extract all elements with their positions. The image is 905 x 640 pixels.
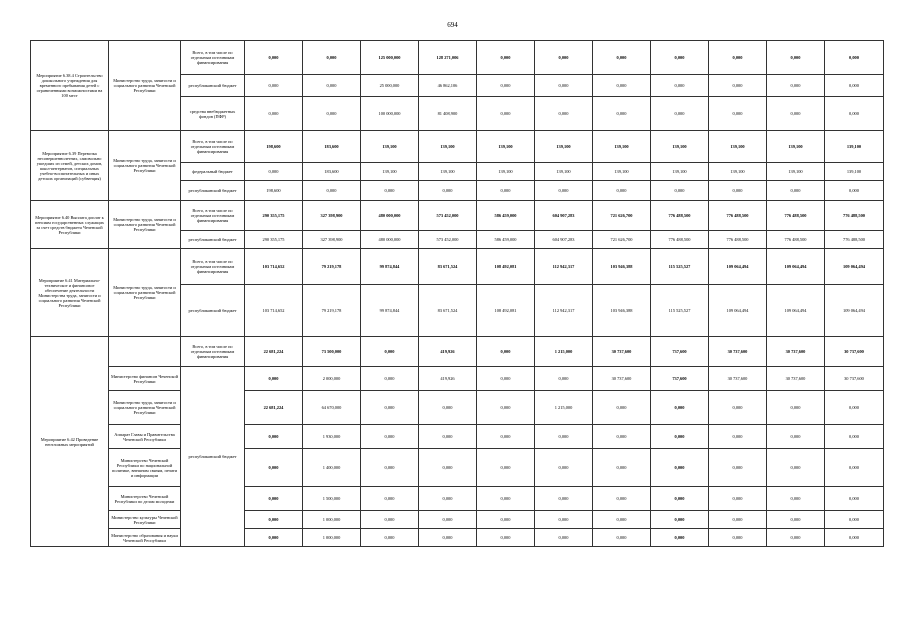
source-cell: республиканский бюджет bbox=[181, 231, 245, 249]
value-cell: 0,000 bbox=[245, 75, 303, 97]
value-cell: 139,100 bbox=[651, 163, 709, 181]
value-cell: 737,600 bbox=[651, 337, 709, 367]
value-cell: 0,000 bbox=[361, 449, 419, 487]
value-cell: 290 355,175 bbox=[245, 201, 303, 231]
value-cell: 0,000 bbox=[477, 367, 535, 391]
value-cell: 0,000 bbox=[245, 449, 303, 487]
value-cell: 0,000 bbox=[419, 449, 477, 487]
value-cell: 0,000 bbox=[419, 529, 477, 547]
executor-cell: Министерство труда, занятости и социального развития Чеченской Республики bbox=[109, 249, 181, 337]
value-cell: 419,926 bbox=[419, 367, 477, 391]
value-cell: 0,000 bbox=[535, 487, 593, 511]
value-cell: 139,100 bbox=[419, 131, 477, 163]
table-row bbox=[31, 425, 884, 449]
value-cell: 139,100 bbox=[709, 131, 767, 163]
value-cell: 115 525,527 bbox=[651, 249, 709, 285]
value-cell: 721 626,700 bbox=[593, 201, 651, 231]
value-cell: 0,000 bbox=[825, 449, 884, 487]
source-cell: республиканский бюджет bbox=[181, 285, 245, 337]
value-cell: 0,000 bbox=[419, 511, 477, 529]
executor-cell: Аппарат Главы и Правительства Чеченской Республики bbox=[109, 425, 181, 449]
value-cell: 103 714,652 bbox=[245, 249, 303, 285]
value-cell: 109 064,494 bbox=[767, 285, 825, 337]
page-number: 694 bbox=[447, 21, 458, 29]
value-cell: 139,100 bbox=[361, 163, 419, 181]
value-cell: 108 492,081 bbox=[477, 249, 535, 285]
table-row bbox=[31, 487, 884, 511]
value-cell: 0,000 bbox=[477, 425, 535, 449]
value-cell: 30 737,600 bbox=[825, 337, 884, 367]
value-cell: 0,000 bbox=[477, 337, 535, 367]
measure-cell: Мероприятие 6.39 Перевозка несовершеннолетних, самовольно ушедших из семей, детских домов, школ-интернатов, специальных учебно-воспитательных и иных детских организаций (субвенция) bbox=[31, 131, 109, 201]
value-cell: 0,000 bbox=[303, 181, 361, 201]
value-cell: 79 219,178 bbox=[303, 249, 361, 285]
value-cell: 0,000 bbox=[535, 181, 593, 201]
value-cell: 103 946,388 bbox=[593, 285, 651, 337]
value-cell: 0,000 bbox=[477, 487, 535, 511]
table-row bbox=[31, 367, 884, 391]
value-cell: 0,000 bbox=[303, 97, 361, 131]
value-cell: 0,000 bbox=[709, 511, 767, 529]
value-cell: 0,000 bbox=[477, 529, 535, 547]
value-cell: 0,000 bbox=[709, 391, 767, 425]
value-cell: 125 000,000 bbox=[361, 41, 419, 75]
value-cell: 139,100 bbox=[651, 131, 709, 163]
executor-cell: Министерство труда, занятости и социального развития Чеченской Республики bbox=[109, 131, 181, 201]
value-cell: 0,000 bbox=[593, 487, 651, 511]
value-cell: 0,000 bbox=[361, 487, 419, 511]
executor-cell bbox=[109, 337, 181, 367]
value-cell: 0,000 bbox=[651, 511, 709, 529]
value-cell: 1 930,000 bbox=[303, 425, 361, 449]
value-cell: 0,000 bbox=[477, 181, 535, 201]
value-cell: 776 488,500 bbox=[825, 201, 884, 231]
value-cell: 0,000 bbox=[709, 529, 767, 547]
value-cell: 573 452,000 bbox=[419, 201, 477, 231]
value-cell: 0,000 bbox=[651, 41, 709, 75]
value-cell: 604 907,283 bbox=[535, 231, 593, 249]
value-cell: 776 488,500 bbox=[767, 201, 825, 231]
value-cell: 327 398,900 bbox=[303, 201, 361, 231]
value-cell: 139,100 bbox=[709, 163, 767, 181]
value-cell: 0,000 bbox=[593, 425, 651, 449]
value-cell: 0,000 bbox=[825, 391, 884, 425]
value-cell: 30 737,600 bbox=[825, 367, 884, 391]
value-cell: 25 000,000 bbox=[361, 75, 419, 97]
value-cell: 0,000 bbox=[767, 391, 825, 425]
table-row bbox=[31, 41, 884, 75]
value-cell: 0,000 bbox=[535, 97, 593, 131]
value-cell: 0,000 bbox=[709, 181, 767, 201]
value-cell: 0,000 bbox=[535, 75, 593, 97]
measure-cell: Мероприятие 6.40 Выплата доплат к пенсиям государственных служащих за счет средств бюджета Чеченской Республики bbox=[31, 201, 109, 249]
value-cell: 0,000 bbox=[651, 97, 709, 131]
value-cell: 0,000 bbox=[593, 391, 651, 425]
value-cell: 83 671,524 bbox=[419, 249, 477, 285]
value-cell: 0,000 bbox=[535, 425, 593, 449]
value-cell: 0,000 bbox=[245, 529, 303, 547]
source-cell: Всего, в том числе по отдельным источникам финансирования bbox=[181, 131, 245, 163]
value-cell: 2 000,000 bbox=[303, 367, 361, 391]
value-cell: 109 064,494 bbox=[825, 285, 884, 337]
value-cell: 0,000 bbox=[361, 367, 419, 391]
value-cell: 0,000 bbox=[767, 529, 825, 547]
value-cell: 0,000 bbox=[477, 97, 535, 131]
value-cell: 0,000 bbox=[245, 425, 303, 449]
value-cell: 0,000 bbox=[767, 97, 825, 131]
value-cell: 0,000 bbox=[825, 181, 884, 201]
executor-cell: Министерство труда, занятости и социального развития Чеченской Республики bbox=[109, 41, 181, 131]
source-cell: республиканский бюджет bbox=[181, 75, 245, 97]
value-cell: 0,000 bbox=[245, 511, 303, 529]
source-cell: Всего, в том числе по отдельным источникам финансирования bbox=[181, 201, 245, 231]
table-row bbox=[31, 337, 884, 367]
table-row bbox=[31, 529, 884, 547]
value-cell: 0,000 bbox=[651, 487, 709, 511]
value-cell: 0,000 bbox=[651, 391, 709, 425]
value-cell: 79 219,178 bbox=[303, 285, 361, 337]
value-cell: 0,000 bbox=[825, 511, 884, 529]
value-cell: 0,000 bbox=[245, 97, 303, 131]
source-cell: республиканский бюджет bbox=[181, 181, 245, 201]
value-cell: 0,000 bbox=[593, 449, 651, 487]
source-cell: средства внебюджетных фондов (ПФР) bbox=[181, 97, 245, 131]
value-cell: 81 408,900 bbox=[419, 97, 477, 131]
value-cell: 0,000 bbox=[767, 75, 825, 97]
value-cell: 30 737,600 bbox=[767, 337, 825, 367]
value-cell: 0,000 bbox=[767, 487, 825, 511]
value-cell: 0,000 bbox=[767, 41, 825, 75]
value-cell: 0,000 bbox=[709, 487, 767, 511]
value-cell: 0,000 bbox=[245, 487, 303, 511]
value-cell: 0,000 bbox=[709, 449, 767, 487]
value-cell: 1 215,000 bbox=[535, 391, 593, 425]
value-cell: 139,100 bbox=[535, 163, 593, 181]
value-cell: 99 874,844 bbox=[361, 285, 419, 337]
value-cell: 0,000 bbox=[477, 449, 535, 487]
value-cell: 46 862,106 bbox=[419, 75, 477, 97]
value-cell: 183,600 bbox=[303, 131, 361, 163]
value-cell: 1 500,000 bbox=[303, 487, 361, 511]
value-cell: 22 681,224 bbox=[245, 337, 303, 367]
value-cell: 1 000,000 bbox=[303, 511, 361, 529]
value-cell: 139,100 bbox=[767, 131, 825, 163]
value-cell: 64 670,000 bbox=[303, 391, 361, 425]
value-cell: 115 525,527 bbox=[651, 285, 709, 337]
measure-cell: Мероприятие 6.38.4 Строительство дошкольного учреждения для временного пребывания детей с ограниченными возможностями на 100 мест bbox=[31, 41, 109, 131]
value-cell: 0,000 bbox=[477, 511, 535, 529]
value-cell: 0,000 bbox=[535, 449, 593, 487]
value-cell: 0,000 bbox=[767, 181, 825, 201]
value-cell: 0,000 bbox=[593, 529, 651, 547]
value-cell: 109 064,494 bbox=[709, 285, 767, 337]
executor-cell: Министерство культуры Чеченской Республики bbox=[109, 511, 181, 529]
value-cell: 0,000 bbox=[303, 41, 361, 75]
table-row bbox=[31, 449, 884, 487]
executor-cell: Министерство Чеченской Республики по национальной политике, внешним связям, печати и информации bbox=[109, 449, 181, 487]
value-cell: 573 452,000 bbox=[419, 231, 477, 249]
value-cell: 480 000,000 bbox=[361, 201, 419, 231]
value-cell: 0,000 bbox=[709, 425, 767, 449]
value-cell: 99 874,844 bbox=[361, 249, 419, 285]
value-cell: 112 942,317 bbox=[535, 249, 593, 285]
value-cell: 139,100 bbox=[361, 131, 419, 163]
value-cell: 139,100 bbox=[593, 163, 651, 181]
source-cell: Всего, в том числе по отдельным источникам финансирования bbox=[181, 337, 245, 367]
value-cell: 0,000 bbox=[419, 391, 477, 425]
value-cell: 0,000 bbox=[825, 425, 884, 449]
value-cell: 1 000,000 bbox=[303, 529, 361, 547]
value-cell: 103 946,388 bbox=[593, 249, 651, 285]
value-cell: 776 488,500 bbox=[651, 231, 709, 249]
value-cell: 139,100 bbox=[477, 163, 535, 181]
value-cell: 0,000 bbox=[825, 75, 884, 97]
value-cell: 109 064,494 bbox=[767, 249, 825, 285]
source-cell: республиканский бюджет bbox=[181, 367, 245, 547]
value-cell: 0,000 bbox=[361, 529, 419, 547]
value-cell: 0,000 bbox=[361, 425, 419, 449]
value-cell: 776 488,500 bbox=[709, 201, 767, 231]
value-cell: 139,100 bbox=[825, 163, 884, 181]
value-cell: 604 907,283 bbox=[535, 201, 593, 231]
value-cell: 586 459,000 bbox=[477, 231, 535, 249]
value-cell: 30 737,600 bbox=[767, 367, 825, 391]
value-cell: 0,000 bbox=[825, 529, 884, 547]
value-cell: 0,000 bbox=[477, 391, 535, 425]
value-cell: 73 500,000 bbox=[303, 337, 361, 367]
value-cell: 0,000 bbox=[593, 511, 651, 529]
value-cell: 721 626,700 bbox=[593, 231, 651, 249]
value-cell: 0,000 bbox=[361, 511, 419, 529]
value-cell: 776 488,500 bbox=[825, 231, 884, 249]
value-cell: 100 000,000 bbox=[361, 97, 419, 131]
value-cell: 0,000 bbox=[825, 41, 884, 75]
value-cell: 139,100 bbox=[419, 163, 477, 181]
value-cell: 139,100 bbox=[535, 131, 593, 163]
value-cell: 0,000 bbox=[361, 391, 419, 425]
executor-cell: Министерство финансов Чеченской Республики bbox=[109, 367, 181, 391]
value-cell: 480 000,000 bbox=[361, 231, 419, 249]
value-cell: 0,000 bbox=[245, 41, 303, 75]
executor-cell: Министерство труда, занятости и социального развития Чеченской Республики bbox=[109, 391, 181, 425]
value-cell: 103 714,652 bbox=[245, 285, 303, 337]
value-cell: 0,000 bbox=[477, 75, 535, 97]
value-cell: 183,600 bbox=[303, 163, 361, 181]
value-cell: 0,000 bbox=[651, 529, 709, 547]
value-cell: 0,000 bbox=[303, 75, 361, 97]
value-cell: 0,000 bbox=[651, 425, 709, 449]
value-cell: 0,000 bbox=[535, 529, 593, 547]
value-cell: 419,926 bbox=[419, 337, 477, 367]
value-cell: 0,000 bbox=[651, 449, 709, 487]
value-cell: 30 737,600 bbox=[593, 337, 651, 367]
value-cell: 0,000 bbox=[477, 41, 535, 75]
value-cell: 0,000 bbox=[593, 97, 651, 131]
value-cell: 0,000 bbox=[245, 163, 303, 181]
value-cell: 109 064,494 bbox=[709, 249, 767, 285]
source-cell: Всего, в том числе по отдельным источникам финансирования bbox=[181, 41, 245, 75]
value-cell: 327 398,900 bbox=[303, 231, 361, 249]
value-cell: 128 271,006 bbox=[419, 41, 477, 75]
value-cell: 0,000 bbox=[767, 511, 825, 529]
value-cell: 0,000 bbox=[825, 487, 884, 511]
value-cell: 0,000 bbox=[825, 97, 884, 131]
value-cell: 109 064,494 bbox=[825, 249, 884, 285]
value-cell: 0,000 bbox=[651, 75, 709, 97]
executor-cell: Министерство Чеченской Республики по делам молодежи bbox=[109, 487, 181, 511]
table-row bbox=[31, 391, 884, 425]
executor-cell: Министерство труда, занятости и социального развития Чеченской Республики bbox=[109, 201, 181, 249]
value-cell: 0,000 bbox=[767, 425, 825, 449]
value-cell: 0,000 bbox=[361, 337, 419, 367]
value-cell: 139,100 bbox=[825, 131, 884, 163]
executor-cell: Министерство образования и науки Чеченской Республики bbox=[109, 529, 181, 547]
value-cell: 776 488,500 bbox=[709, 231, 767, 249]
table-row bbox=[31, 511, 884, 529]
value-cell: 139,100 bbox=[593, 131, 651, 163]
value-cell: 30 737,600 bbox=[709, 337, 767, 367]
value-cell: 0,000 bbox=[245, 367, 303, 391]
value-cell: 0,000 bbox=[419, 487, 477, 511]
value-cell: 586 459,000 bbox=[477, 201, 535, 231]
value-cell: 0,000 bbox=[419, 425, 477, 449]
table-row bbox=[31, 131, 884, 163]
table-row bbox=[31, 201, 884, 231]
value-cell: 0,000 bbox=[419, 181, 477, 201]
value-cell: 1 215,000 bbox=[535, 337, 593, 367]
value-cell: 22 681,224 bbox=[245, 391, 303, 425]
value-cell: 198,600 bbox=[245, 131, 303, 163]
value-cell: 0,000 bbox=[593, 41, 651, 75]
source-cell: федеральный бюджет bbox=[181, 163, 245, 181]
value-cell: 776 488,500 bbox=[767, 231, 825, 249]
value-cell: 0,000 bbox=[709, 75, 767, 97]
measure-cell: Мероприятие 6.42 Проведение неотложных мероприятий bbox=[31, 337, 109, 547]
value-cell: 0,000 bbox=[651, 181, 709, 201]
value-cell: 0,000 bbox=[767, 449, 825, 487]
value-cell: 737,600 bbox=[651, 367, 709, 391]
value-cell: 83 671,524 bbox=[419, 285, 477, 337]
value-cell: 0,000 bbox=[361, 181, 419, 201]
value-cell: 30 737,600 bbox=[593, 367, 651, 391]
value-cell: 0,000 bbox=[535, 367, 593, 391]
source-cell: Всего, в том числе по отдельным источникам финансирования bbox=[181, 249, 245, 285]
table-body bbox=[31, 41, 884, 547]
value-cell: 0,000 bbox=[535, 41, 593, 75]
measure-cell: Мероприятие 6.41 Материально-техническое и финансовое обеспечение деятельности Министерства труда, занятости и социального развития Чеченской Республики bbox=[31, 249, 109, 337]
value-cell: 290 355,175 bbox=[245, 231, 303, 249]
value-cell: 112 942,317 bbox=[535, 285, 593, 337]
value-cell: 0,000 bbox=[709, 41, 767, 75]
value-cell: 1 400,000 bbox=[303, 449, 361, 487]
value-cell: 0,000 bbox=[593, 75, 651, 97]
value-cell: 0,000 bbox=[709, 97, 767, 131]
value-cell: 108 492,081 bbox=[477, 285, 535, 337]
value-cell: 30 737,600 bbox=[709, 367, 767, 391]
value-cell: 139,100 bbox=[767, 163, 825, 181]
value-cell: 776 488,500 bbox=[651, 201, 709, 231]
budget-table bbox=[30, 40, 884, 547]
table-row bbox=[31, 249, 884, 285]
value-cell: 0,000 bbox=[535, 511, 593, 529]
value-cell: 0,000 bbox=[593, 181, 651, 201]
value-cell: 198,600 bbox=[245, 181, 303, 201]
value-cell: 139,100 bbox=[477, 131, 535, 163]
